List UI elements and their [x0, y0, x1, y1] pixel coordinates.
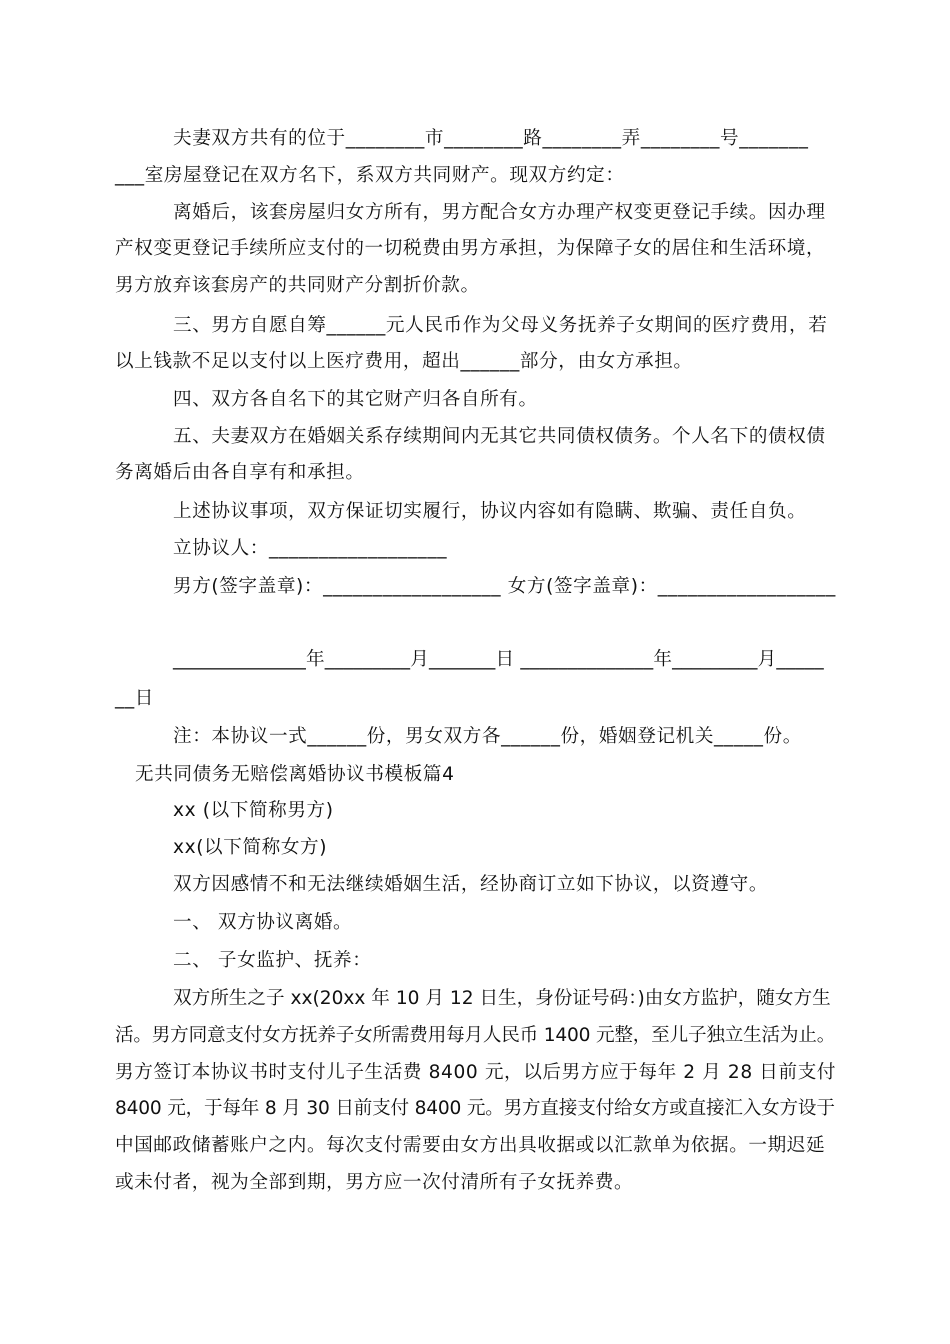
date-line-continued: __日 [115, 688, 154, 709]
paragraph-line: 或未付者，视为全部到期，男方应一次付清所有子女抚养费。 [115, 1172, 634, 1193]
paragraph-line: 四、双方各自名下的其它财产归各自所有。 [173, 389, 538, 410]
paragraph-line: 五、夫妻双方在婚姻关系存续期间内无其它共同债权债务。个人名下的债权债 [173, 426, 826, 447]
date-line: ______________年_________月_______日 ______________年_________月_____ [173, 649, 824, 670]
paragraph-line: 离婚后，该套房屋归女方所有，男方配合女方办理产权变更登记手续。因办理 [173, 202, 826, 223]
note-line: 注：本协议一式______份，男女双方各______份，婚姻登记机关_____份。 [173, 726, 802, 747]
section-heading: 无共同债务无赔偿离婚协议书模板篇4 [135, 764, 455, 785]
paragraph-line: 双方因感情不和无法继续婚姻生活，经协商订立如下协议，以资遵守。 [173, 874, 769, 895]
paragraph-line: 产权变更登记手续所应支付的一切税费由男方承担，为保障子女的居住和生活环境， [115, 238, 826, 259]
paragraph-line: 双方所生之子 xx(20xx 年 10 月 12 日生，身份证号码：)由女方监护，随女方生 [173, 988, 831, 1009]
paragraph-line: 务离婚后由各自享有和承担。 [115, 462, 365, 483]
clause-two: 二、 子女监护、抚养： [173, 950, 372, 971]
paragraph-line: 以上钱款不足以支付以上医疗费用，超出______部分，由女方承担。 [115, 351, 693, 372]
paragraph-line: 夫妻双方共有的位于________市________路________弄________号_______ [173, 128, 809, 149]
signature-line: 男方(签字盖章)：__________________ 女方(签字盖章)：__________________ [173, 576, 836, 597]
party-female: xx(以下简称女方) [173, 837, 328, 858]
paragraph-line: 活。男方同意支付女方抚养子女所需费用每月人民币 1400 元整，至儿子独立生活为止。 [115, 1025, 836, 1046]
paragraph-line: 三、男方自愿自筹______元人民币作为父母义务抚养子女期间的医疗费用，若 [173, 315, 828, 336]
clause-one: 一、 双方协议离婚。 [173, 912, 353, 933]
paragraph-line: 男方签订本协议书时支付儿子生活费 8400 元，以后男方应于每年 2 月 28 日前支付 [115, 1062, 837, 1083]
paragraph-line: ___室房屋登记在双方名下，系双方共同财产。现双方约定： [115, 165, 625, 186]
party-male: xx (以下简称男方) [173, 800, 334, 821]
signatory-line: 立协议人：__________________ [173, 538, 448, 559]
paragraph-line: 男方放弃该套房产的共同财产分割折价款。 [115, 275, 480, 296]
paragraph-line: 上述协议事项，双方保证切实履行，协议内容如有隐瞒、欺骗、责任自负。 [173, 501, 807, 522]
paragraph-line: 8400 元，于每年 8 月 30 日前支付 8400 元。男方直接支付给女方或直接汇入女方设于 [115, 1098, 835, 1119]
paragraph-line: 中国邮政储蓄账户之内。每次支付需要由女方出具收据或以汇款单为依据。一期迟延 [115, 1135, 826, 1156]
